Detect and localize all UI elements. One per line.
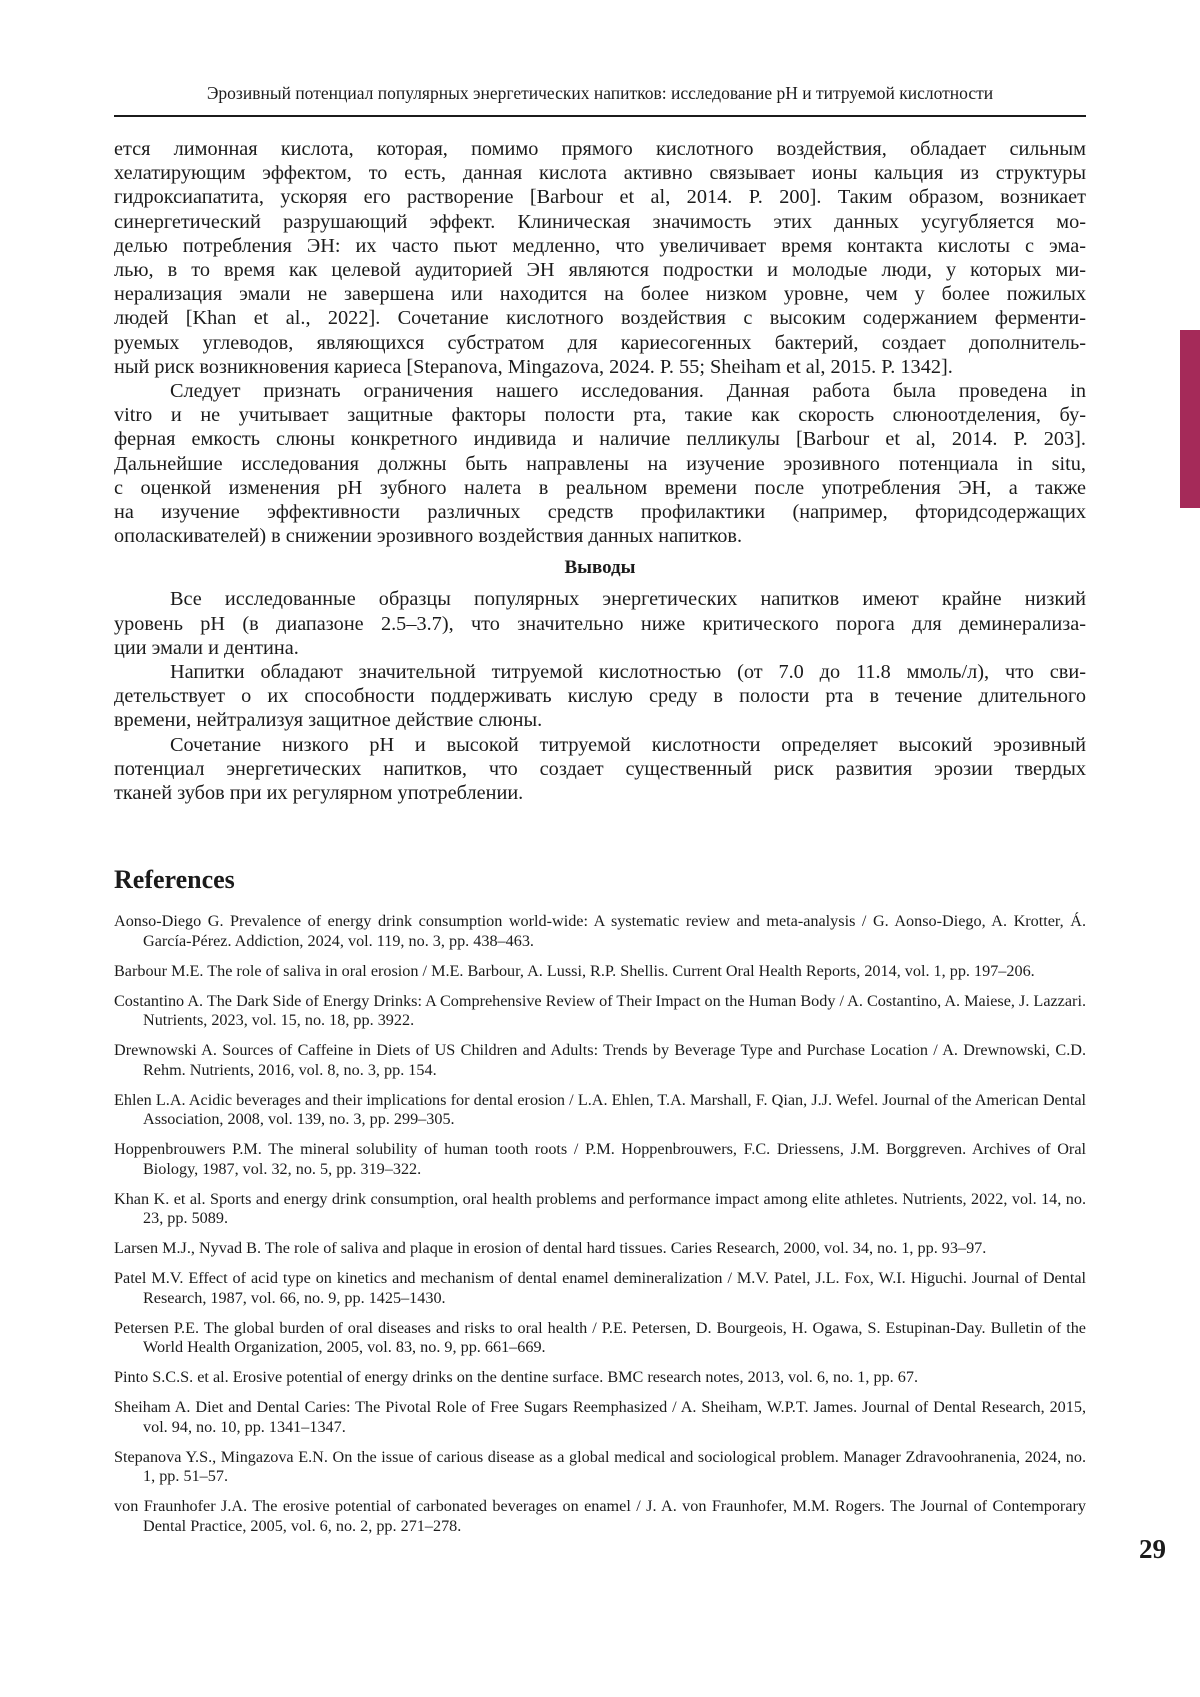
text-line: ополаскивателей) в снижении эрозивного воздействия данных напитков. xyxy=(114,524,1086,548)
reference-item: Barbour M.E. The role of saliva in oral erosion / M.E. Barbour, A. Lussi, R.P. Shellis. Current Oral Health Reports, 2014, vol. 1, pp. 197–206. xyxy=(114,962,1086,982)
reference-item: Ehlen L.A. Acidic beverages and their implications for dental erosion / L.A. Ehlen, T.A. Marshall, F. Qian, J.J. Wefel. Journal of the American Dental Association, 2008, vol. 139, no. 3, pp. 299–305. xyxy=(114,1091,1086,1130)
text-line: хелатирующим эффектом, то есть, данная кислота активно связывает ионы кальция из структуры xyxy=(114,161,1086,185)
text-line: ферная емкость слюны конкретного индивида и наличие пелликулы [Barbour et al, 2014. P. 203]. xyxy=(114,427,1086,451)
reference-item: Petersen P.E. The global burden of oral diseases and risks to oral health / P.E. Petersen, D. Bourgeois, H. Ogawa, S. Estupinan-Day. Bulletin of the World Health Organization, 2005, vol. 83, no. 9, pp. 661–669. xyxy=(114,1319,1086,1358)
page-number: 29 xyxy=(1125,1533,1180,1565)
text-line: детельствует о их способности поддерживать кислую среду в полости рта в течение длительного xyxy=(114,684,1086,708)
running-header: Эрозивный потенциал популярных энергетических напитков: исследование pH и титруемой кислотности xyxy=(114,82,1086,104)
conclusion-paragraph-2 xyxy=(114,660,1086,733)
reference-item: Hoppenbrouwers P.M. The mineral solubility of human tooth roots / P.M. Hoppenbrouwers, F.C. Driessens, J.M. Borggreven. Archives of Oral Biology, 1987, vol. 32, no. 5, pp. 319–322. xyxy=(114,1140,1086,1179)
references-heading: References xyxy=(114,864,235,896)
conclusion-paragraph-1 xyxy=(114,587,1086,660)
reference-item: Khan K. et al. Sports and energy drink consumption, oral health problems and performance impact among elite athletes. Nutrients, 2022, vol. 14, no. 23, pp. 5089. xyxy=(114,1190,1086,1229)
conclusions-heading: Выводы xyxy=(114,556,1086,580)
text-line: делью потребления ЭН: их часто пьют медленно, что увеличивает время контакта кислоты с эма- xyxy=(114,234,1086,258)
text-line: синергетический разрушающий эффект. Клиническая значимость этих данных усугубляется мо- xyxy=(114,210,1086,234)
text-line: с оценкой изменения pH зубного налета в реальном времени после употребления ЭН, а также xyxy=(114,476,1086,500)
reference-item: Stepanova Y.S., Mingazova E.N. On the issue of carious disease as a global medical and sociological problem. Manager Zdravoohranenia, 2024, no. 1, pp. 51–57. xyxy=(114,1448,1086,1487)
paragraph-1 xyxy=(114,137,1086,379)
text-line: времени, нейтрализуя защитное действие слюны. xyxy=(114,708,1086,732)
text-line: потенциал энергетических напитков, что создает существенный риск развития эрозии твердых xyxy=(114,757,1086,781)
text-line: ный риск возникновения кариеса [Stepanova, Mingazova, 2024. P. 55; Sheiham et al, 2015. P. 1342]. xyxy=(114,355,1086,379)
text-line: уровень pH (в диапазоне 2.5–3.7), что значительно ниже критического порога для деминерализа- xyxy=(114,612,1086,636)
conclusion-paragraph-3 xyxy=(114,733,1086,806)
text-line: людей [Khan et al., 2022]. Сочетание кислотного воздействия с высоким содержанием ферменти- xyxy=(114,306,1086,330)
reference-item: Aonso-Diego G. Prevalence of energy drink consumption world-wide: A systematic review and meta-analysis / G. Aonso-Diego, A. Krotter, Á. García-Pérez. Addiction, 2024, vol. 119, no. 3, pp. 438–463. xyxy=(114,912,1086,951)
section-edge-tab xyxy=(1180,330,1200,508)
text-line: тканей зубов при их регулярном употреблении. xyxy=(114,781,1086,805)
text-line: на изучение эффективности различных средств профилактики (например, фторидсодержащих xyxy=(114,500,1086,524)
reference-item: Costantino A. The Dark Side of Energy Drinks: A Comprehensive Review of Their Impact on the Human Body / A. Costantino, A. Maiese, J. Lazzari. Nutrients, 2023, vol. 15, no. 18, pp. 3922. xyxy=(114,992,1086,1031)
text-line: Следует признать ограничения нашего исследования. Данная работа была проведена in xyxy=(114,379,1086,403)
text-line: Сочетание низкого pH и высокой титруемой кислотности определяет высокий эрозивный xyxy=(114,733,1086,757)
paragraph-2 xyxy=(114,379,1086,548)
reference-item: Drewnowski A. Sources of Caffeine in Diets of US Children and Adults: Trends by Beverage Type and Purchase Location / A. Drewnowski, C.D. Rehm. Nutrients, 2016, vol. 8, no. 3, pp. 154. xyxy=(114,1041,1086,1080)
text-line: vitro и не учитывает защитные факторы полости рта, такие как скорость слюноотделения, бу- xyxy=(114,403,1086,427)
text-line: Напитки обладают значительной титруемой кислотностью (от 7.0 до 11.8 ммоль/л), что сви- xyxy=(114,660,1086,684)
text-line: гидроксиапатита, ускоряя его растворение [Barbour et al, 2014. P. 200]. Таким образом, возникает xyxy=(114,185,1086,209)
text-line: Дальнейшие исследования должны быть направлены на изучение эрозивного потенциала in situ, xyxy=(114,452,1086,476)
reference-list xyxy=(114,912,1086,1547)
text-line: Все исследованные образцы популярных энергетических напитков имеют крайне низкий xyxy=(114,587,1086,611)
reference-item: Larsen M.J., Nyvad B. The role of saliva and plaque in erosion of dental hard tissues. Caries Research, 2000, vol. 34, no. 1, pp. 93–97. xyxy=(114,1239,1086,1259)
header-divider xyxy=(114,115,1086,117)
text-line: лью, в то время как целевой аудиторией ЭН являются подростки и молодые люди, у которых ми- xyxy=(114,258,1086,282)
reference-item: Patel M.V. Effect of acid type on kinetics and mechanism of dental enamel demineralization / M.V. Patel, J.L. Fox, W.I. Higuchi. Journal of Dental Research, 1987, vol. 66, no. 9, pp. 1425–1430. xyxy=(114,1269,1086,1308)
reference-item: Sheiham A. Diet and Dental Caries: The Pivotal Role of Free Sugars Reemphasized / A. Sheiham, W.P.T. James. Journal of Dental Research, 2015, vol. 94, no. 10, pp. 1341–1347. xyxy=(114,1398,1086,1437)
text-line: ции эмали и дентина. xyxy=(114,636,1086,660)
text-line: ется лимонная кислота, которая, помимо прямого кислотного воздействия, обладает сильным xyxy=(114,137,1086,161)
reference-item: Pinto S.C.S. et al. Erosive potential of energy drinks on the dentine surface. BMC research notes, 2013, vol. 6, no. 1, pp. 67. xyxy=(114,1368,1086,1388)
reference-item: von Fraunhofer J.A. The erosive potential of carbonated beverages on enamel / J. A. von Fraunhofer, M.M. Rogers. The Journal of Contemporary Dental Practice, 2005, vol. 6, no. 2, pp. 271–278. xyxy=(114,1497,1086,1536)
text-line: нерализация эмали не завершена или находится на более низком уровне, чем у более пожилых xyxy=(114,282,1086,306)
main-text xyxy=(114,137,1086,805)
text-line: руемых углеводов, являющихся субстратом для кариесогенных бактерий, создает дополнитель- xyxy=(114,331,1086,355)
